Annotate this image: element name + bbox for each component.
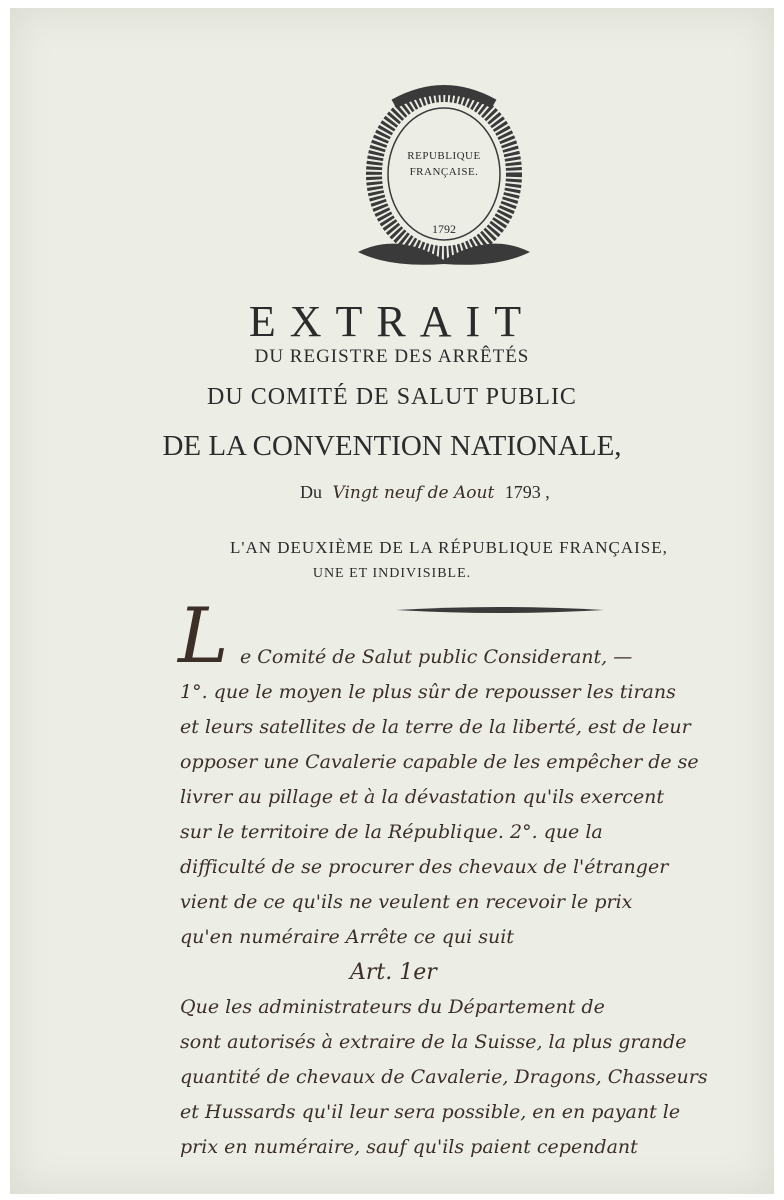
manuscript-line: prix en numéraire, sauf qu'ils paient cependant <box>180 1136 638 1158</box>
date-year: 1793 , <box>504 482 550 502</box>
document-title: EXTRAIT <box>248 297 536 346</box>
manuscript-line: 1°. que le moyen le plus sûr de repousser les tirans <box>180 681 676 703</box>
seal-center-line: REPUBLIQUE <box>407 150 481 162</box>
manuscript-line: et Hussards qu'il leur sera possible, en en payant le <box>180 1101 681 1123</box>
date-handwritten: Vingt neuf de Aout <box>332 483 495 503</box>
manuscript-line: livrer au pillage et à la dévastation qu'ils exercent <box>180 786 665 808</box>
manuscript-body <box>180 640 740 1165</box>
manuscript-line: e Comité de Salut public Considerant, — <box>240 646 633 668</box>
indivisible-line: UNE ET INDIVISIBLE. <box>312 566 472 581</box>
manuscript-initial: L <box>178 591 229 680</box>
wreath-icon <box>338 82 550 278</box>
seal-center-line: FRANÇAISE. <box>409 166 479 178</box>
subtitle-committee: DU COMITÉ DE SALUT PUBLIC <box>207 384 577 410</box>
seal-year: 1792 <box>432 222 456 236</box>
seal-emblem <box>338 82 550 278</box>
manuscript-line: quantité de chevaux de Cavalerie, Dragons, Chasseurs <box>180 1066 708 1088</box>
ornamental-divider <box>396 606 604 614</box>
subtitle-convention: DE LA CONVENTION NATIONALE, <box>162 430 622 462</box>
manuscript-line: sont autorisés à extraire de la Suisse, la plus grande <box>180 1031 687 1053</box>
date-prefix: Du <box>300 482 322 502</box>
manuscript-line: vient de ce qu'ils ne veulent en recevoir le prix <box>180 891 633 913</box>
manuscript-line: opposer une Cavalerie capable de les empêcher de se <box>180 751 699 773</box>
republic-year-line: L'AN DEUXIÈME DE LA RÉPUBLIQUE FRANÇAISE, <box>230 538 668 557</box>
article-heading: Art. 1er <box>350 960 437 985</box>
subtitle-register: DU REGISTRE DES ARRÊTÉS <box>254 346 530 367</box>
date-line <box>300 482 550 503</box>
manuscript-line: et leurs satellites de la terre de la liberté, est de leur <box>180 716 691 738</box>
manuscript-line: Que les administrateurs du Département de <box>180 996 605 1018</box>
manuscript-line: difficulté de se procurer des chevaux de l'étranger <box>180 856 669 878</box>
manuscript-line: qu'en numéraire Arrête ce qui suit <box>180 926 514 948</box>
manuscript-line: sur le territoire de la République. 2°. que la <box>180 821 603 843</box>
